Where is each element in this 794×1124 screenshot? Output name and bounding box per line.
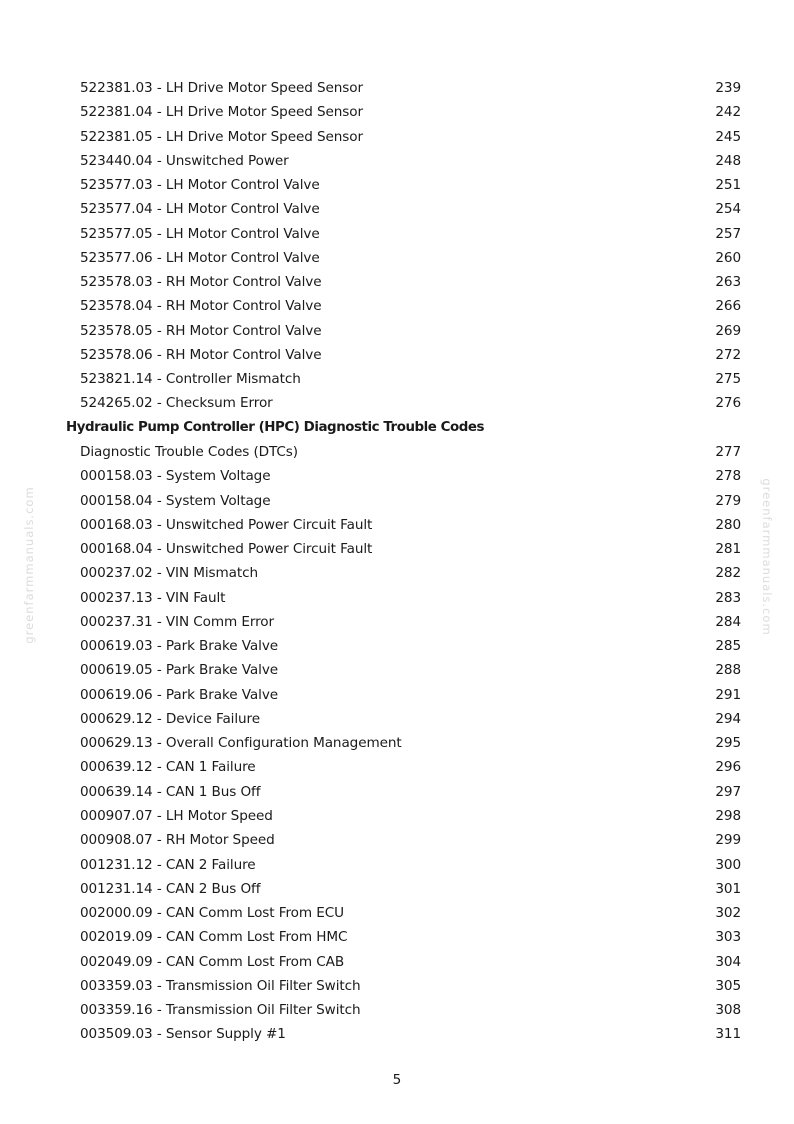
toc-entry — [0, 391, 794, 415]
entry-title: 000168.04 - Unswitched Power Circuit Fault — [80, 541, 373, 558]
entry-title: 000619.06 - Park Brake Valve — [80, 686, 279, 703]
toc-entry — [0, 222, 794, 246]
toc-entry — [0, 561, 794, 585]
entry-title: 523440.04 - Unswitched Power — [80, 152, 289, 169]
entry-page-number: 278 — [715, 468, 741, 485]
toc-entry — [0, 998, 794, 1022]
toc-entry — [0, 707, 794, 731]
entry-page-number: 282 — [715, 565, 741, 582]
toc-entry — [0, 780, 794, 804]
entry-title: 000619.03 - Park Brake Valve — [80, 638, 279, 655]
entry-page-number: 283 — [715, 589, 741, 606]
entry-page-number: 263 — [715, 274, 741, 291]
entry-title: 000619.05 - Park Brake Valve — [80, 662, 279, 679]
entry-title: 003359.03 - Transmission Oil Filter Switch — [80, 977, 361, 994]
table-of-contents — [0, 76, 794, 1047]
entry-page-number: 284 — [715, 613, 741, 630]
entry-title: 524265.02 - Checksum Error — [80, 395, 273, 412]
toc-entry — [0, 853, 794, 877]
section-title: Hydraulic Pump Controller (HPC) Diagnostic Trouble Codes — [66, 419, 485, 435]
entry-title: 001231.14 - CAN 2 Bus Off — [80, 880, 261, 897]
entry-title: 523578.05 - RH Motor Control Valve — [80, 322, 322, 339]
toc-entry — [0, 149, 794, 173]
toc-entry — [0, 246, 794, 270]
entry-title: 003359.16 - Transmission Oil Filter Switch — [80, 1002, 361, 1019]
entry-page-number: 295 — [715, 735, 741, 752]
entry-page-number: 254 — [715, 201, 741, 218]
toc-entry — [0, 367, 794, 391]
toc-entry — [0, 683, 794, 707]
entry-page-number: 272 — [715, 346, 741, 363]
entry-page-number: 257 — [715, 225, 741, 242]
entry-page-number: 301 — [715, 880, 741, 897]
entry-page-number: 242 — [715, 104, 741, 121]
toc-entry — [0, 513, 794, 537]
toc-entry — [0, 658, 794, 682]
entry-title: 523577.05 - LH Motor Control Valve — [80, 225, 320, 242]
entry-page-number: 245 — [715, 128, 741, 145]
entry-title: 000629.13 - Overall Configuration Management — [80, 735, 402, 752]
entry-title: 001231.12 - CAN 2 Failure — [80, 856, 256, 873]
entry-page-number: 299 — [715, 832, 741, 849]
entry-page-number: 251 — [715, 177, 741, 194]
toc-entry — [0, 974, 794, 998]
entry-title: 000639.14 - CAN 1 Bus Off — [80, 783, 261, 800]
entry-title: 000639.12 - CAN 1 Failure — [80, 759, 256, 776]
entry-page-number: 288 — [715, 662, 741, 679]
toc-entry — [0, 294, 794, 318]
entry-title: 523578.06 - RH Motor Control Valve — [80, 346, 322, 363]
entry-title: 000168.03 - Unswitched Power Circuit Fault — [80, 516, 373, 533]
entry-title: 003509.03 - Sensor Supply #1 — [80, 1026, 286, 1043]
entry-page-number: 305 — [715, 977, 741, 994]
entry-title: 523821.14 - Controller Mismatch — [80, 371, 301, 388]
entry-page-number: 266 — [715, 298, 741, 315]
entry-title: 523578.03 - RH Motor Control Valve — [80, 274, 322, 291]
entry-page-number: 280 — [715, 516, 741, 533]
toc-entry — [0, 828, 794, 852]
entry-title: 000158.03 - System Voltage — [80, 468, 271, 485]
entry-title: 002049.09 - CAN Comm Lost From CAB — [80, 953, 345, 970]
toc-entry — [0, 100, 794, 124]
toc-entry — [0, 270, 794, 294]
entry-title: 000908.07 - RH Motor Speed — [80, 832, 275, 849]
entry-page-number: 239 — [715, 80, 741, 96]
toc-entry — [0, 586, 794, 610]
entry-title: 523577.06 - LH Motor Control Valve — [80, 249, 320, 266]
entry-page-number: 304 — [715, 953, 741, 970]
toc-entry — [0, 319, 794, 343]
entry-title: 000237.13 - VIN Fault — [80, 589, 226, 606]
entry-title: 000629.12 - Device Failure — [80, 710, 260, 727]
toc-entry — [0, 901, 794, 925]
entry-title: 002000.09 - CAN Comm Lost From ECU — [80, 905, 344, 922]
entry-title: 002019.09 - CAN Comm Lost From HMC — [80, 929, 348, 946]
toc-entry — [0, 731, 794, 755]
entry-page-number: 260 — [715, 249, 741, 266]
toc-entry — [0, 877, 794, 901]
entry-title: 000237.02 - VIN Mismatch — [80, 565, 259, 582]
entry-page-number: 269 — [715, 322, 741, 339]
entry-page-number: 298 — [715, 807, 741, 824]
toc-entry — [0, 804, 794, 828]
page-number: 5 — [392, 1072, 402, 1088]
entry-title: 523577.03 - LH Motor Control Valve — [80, 177, 320, 194]
entry-title: 522381.04 - LH Drive Motor Speed Sensor — [80, 104, 363, 121]
toc-entry — [0, 489, 794, 513]
toc-entry — [0, 610, 794, 634]
entry-title: 522381.05 - LH Drive Motor Speed Sensor — [80, 128, 363, 145]
watermark-left: greenfarmmanuals.com — [22, 486, 36, 644]
entry-page-number: 308 — [715, 1002, 741, 1019]
entry-page-number: 279 — [715, 492, 741, 509]
watermark-right: greenfarmmanuals.com — [760, 478, 774, 636]
toc-entry — [0, 197, 794, 221]
entry-title: 000907.07 - LH Motor Speed — [80, 807, 273, 824]
toc-entry — [0, 125, 794, 149]
toc-entry — [0, 1022, 794, 1046]
entry-page-number: 277 — [715, 443, 741, 460]
entry-title: 000158.04 - System Voltage — [80, 492, 271, 509]
entry-page-number: 311 — [715, 1026, 741, 1043]
entry-page-number: 294 — [715, 710, 741, 727]
entry-page-number: 291 — [715, 686, 741, 703]
toc-entry — [0, 755, 794, 779]
toc-entry — [0, 464, 794, 488]
toc-entry — [0, 173, 794, 197]
entry-title: Diagnostic Trouble Codes (DTCs) — [80, 443, 298, 460]
toc-entry — [0, 343, 794, 367]
entry-page-number: 303 — [715, 929, 741, 946]
entry-page-number: 300 — [715, 856, 741, 873]
entry-page-number: 275 — [715, 371, 741, 388]
toc-entry — [0, 634, 794, 658]
entry-title: 522381.03 - LH Drive Motor Speed Sensor — [80, 80, 363, 96]
entry-title: 523577.04 - LH Motor Control Valve — [80, 201, 320, 218]
toc-section-heading — [0, 416, 794, 440]
entry-page-number: 302 — [715, 905, 741, 922]
entry-page-number: 285 — [715, 638, 741, 655]
toc-entry — [0, 76, 794, 100]
entry-title: 000237.31 - VIN Comm Error — [80, 613, 275, 630]
toc-entry — [0, 950, 794, 974]
entry-page-number: 296 — [715, 759, 741, 776]
entry-page-number: 281 — [715, 541, 741, 558]
entry-page-number: 297 — [715, 783, 741, 800]
entry-page-number: 276 — [715, 395, 741, 412]
entry-title: 523578.04 - RH Motor Control Valve — [80, 298, 322, 315]
toc-entry — [0, 925, 794, 949]
toc-entry — [0, 537, 794, 561]
entry-page-number: 248 — [715, 152, 741, 169]
toc-entry — [0, 440, 794, 464]
